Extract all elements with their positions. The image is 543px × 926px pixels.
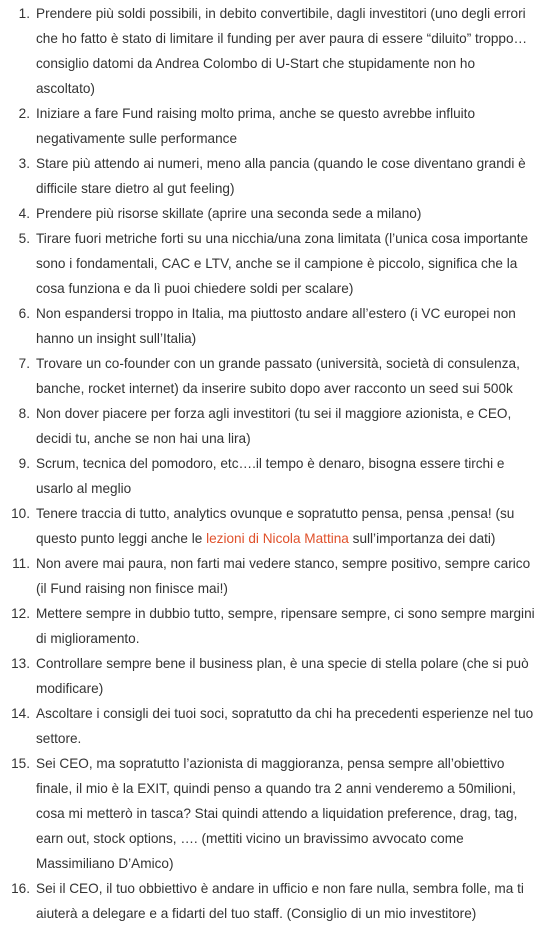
item-number: 7. <box>18 356 30 371</box>
item-text: Stare più attendo ai numeri, meno alla pancia (quando le cose diventano grandi è difficile stare dietro al gut feeling) <box>36 156 526 196</box>
item-text-after-link: sull’importanza dei dati) <box>348 531 496 546</box>
item-number: 2. <box>18 106 30 121</box>
item-text: Ascoltare i consigli dei tuoi soci, sopratutto da chi ha precedenti esperienze nel tuo settore. <box>36 706 534 746</box>
item-text: Trovare un co-founder con un grande passato (università, società di consulenza, banche, rocket internet) da inserire subito dopo aver racconto un seed sui 500k <box>36 356 520 396</box>
list-item <box>0 226 543 301</box>
tips-list <box>0 1 543 926</box>
list-item <box>0 201 543 226</box>
item-number: 14. <box>11 706 30 721</box>
item-text: Prendere più soldi possibili, in debito convertibile, dagli investitori (uno degli errori che ho fatto è stato di limitare il funding per aver paura di essere “diluito” troppo… consiglio datomi da Andrea Colombo di U-Start che stupidamente non ho ascoltato) <box>36 6 528 96</box>
list-item <box>0 701 543 751</box>
item-text-before-link: Tenere traccia di tutto, analytics ovunque e sopratutto pensa, pensa ,pensa! (su questo punto leggi anche le <box>36 506 515 546</box>
list-item <box>0 451 543 501</box>
item-text: Sei CEO, ma sopratutto l’azionista di maggioranza, pensa sempre all’obiettivo finale, il mio è la EXIT, quindi penso a quando tra 2 anni venderemo a 50milioni, cosa mi metterò in tasca? Stai quindi attendo a liquidation preference, drag, tag, earn out, stock options, …. (mettiti vicino un bravissimo avvocato come Massimiliano D’Amico) <box>36 756 518 871</box>
item-number: 10. <box>11 506 30 521</box>
list-item <box>0 501 543 551</box>
item-text: Scrum, tecnica del pomodoro, etc….il tempo è denaro, bisogna essere tirchi e usarlo al meglio <box>36 456 505 496</box>
list-item <box>0 876 543 926</box>
item-number: 11. <box>12 556 30 571</box>
item-number: 13. <box>11 656 30 671</box>
list-item <box>0 551 543 601</box>
list-item <box>0 151 543 201</box>
list-item <box>0 751 543 876</box>
item-number: 9. <box>18 456 30 471</box>
item-text: Iniziare a fare Fund raising molto prima, anche se questo avrebbe influito negativamente sulle performance <box>36 106 476 146</box>
item-number: 5. <box>18 231 30 246</box>
list-item <box>0 651 543 701</box>
item-number: 8. <box>18 406 30 421</box>
list-item <box>0 601 543 651</box>
item-text: Controllare sempre bene il business plan, è una specie di stella polare (che si può modificare) <box>36 656 529 696</box>
item-text: Sei il CEO, il tuo obbiettivo è andare in ufficio e non fare nulla, sembra folle, ma ti aiuterà a delegare e a fidarti del tuo staff. (Consiglio di un mio investitore) <box>36 881 524 921</box>
list-item <box>0 101 543 151</box>
item-number: 4. <box>18 206 30 221</box>
item-text: Prendere più risorse skillate (aprire una seconda sede a milano) <box>36 206 422 221</box>
nicola-mattina-lessons-link[interactable]: lezioni di Nicola Mattina <box>206 531 349 546</box>
item-text: Non avere mai paura, non farti mai vedere stanco, sempre positivo, sempre carico (il Fund raising non finisce mai!) <box>36 556 531 596</box>
item-text: Non espandersi troppo in Italia, ma piuttosto andare all’estero (i VC europei non hanno un insight sull’Italia) <box>36 306 516 346</box>
item-number: 12. <box>11 606 30 621</box>
list-item <box>0 1 543 101</box>
list-item <box>0 301 543 351</box>
item-text: Non dover piacere per forza agli investitori (tu sei il maggiore azionista, e CEO, decidi tu, anche se non hai una lira) <box>36 406 512 446</box>
item-number: 3. <box>18 156 30 171</box>
list-item <box>0 401 543 451</box>
item-number: 15. <box>11 756 30 771</box>
list-item <box>0 351 543 401</box>
item-text: Mettere sempre in dubbio tutto, sempre, ripensare sempre, ci sono sempre margini di miglioramento. <box>36 606 535 646</box>
item-number: 16. <box>11 881 30 896</box>
item-number: 1. <box>18 6 30 21</box>
item-text: Tirare fuori metriche forti su una nicchia/una zona limitata (l’unica cosa importante sono i fondamentali, CAC e LTV, anche se il campione è piccolo, significa che la cosa funziona e da lì puoi chiedere soldi per scalare) <box>36 231 529 296</box>
item-number: 6. <box>18 306 30 321</box>
